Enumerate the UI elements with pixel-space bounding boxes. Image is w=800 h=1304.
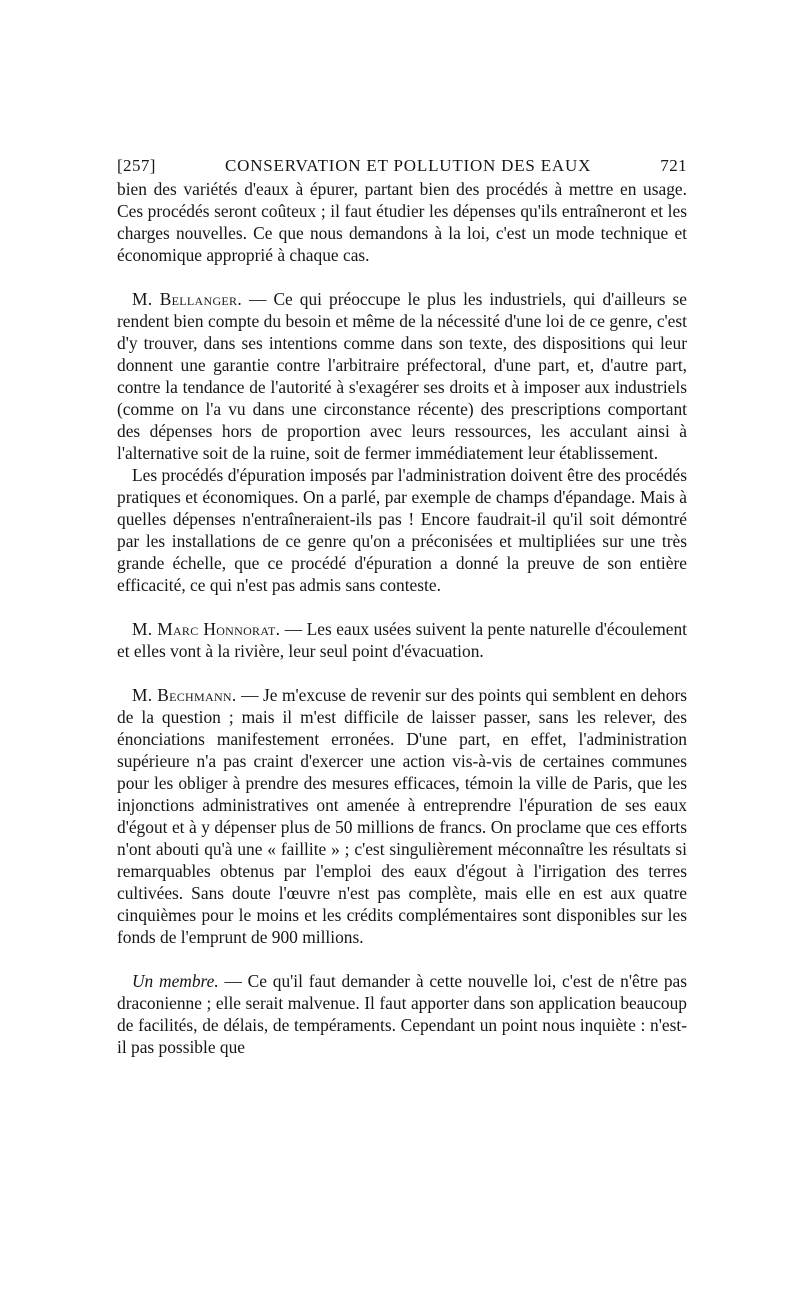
paragraph-text: bien des variétés d'eaux à épurer, partant bien des procédés à mettre en usage. Ces procédés seront coûteux ; il faut étudier les dépenses qu'ils entraîneront et les charges nouvelles. Ce que nous demandons à la loi, c'est un mode technique et économique approprié à chaque cas.	[117, 179, 687, 265]
paragraph-text: Les procédés d'épuration imposés par l'administration doivent être des procédés pratiques et économiques. On a parlé, par exemple de champs d'épandage. Mais à quelles dépenses n'entraîneraient-ils pas ! Encore faudrait-il qu'il soit démontré par les installations de ce genre qu'on a préconisées et multipliées sur une très grande échelle, que ce procédé d'épuration a donné la preuve de son entière efficacité, ce qui n'est pas admis sans conteste.	[117, 465, 687, 595]
page	[117, 150, 687, 1058]
speaker-name: Un membre.	[132, 971, 219, 991]
paragraph-text: — Les eaux usées suivent la pente naturelle d'écoulement et elles vont à la rivière, leur seul point d'évacuation.	[117, 619, 687, 661]
running-title: CONSERVATION ET POLLUTION DES EAUX	[225, 156, 592, 175]
paragraph-text: — Ce qu'il faut demander à cette nouvelle loi, c'est de n'être pas draconienne ; elle serait malvenue. Il faut apporter dans son application beaucoup de facilités, de délais, de tempéraments. Cependant un point nous inquiète : n'est-il pas possible que	[117, 971, 688, 1057]
page-reference: [257]	[117, 156, 156, 175]
paragraph-bellanger	[117, 288, 687, 464]
speaker-name: M. Marc Honnorat.	[132, 619, 281, 639]
paragraph-bechmann	[117, 684, 687, 948]
running-header	[117, 150, 687, 178]
paragraph-bellanger-continued	[117, 464, 687, 596]
paragraph-un-membre	[117, 970, 687, 1058]
speaker-name: M. Bechmann.	[132, 685, 237, 705]
paragraph-honnorat	[117, 618, 687, 662]
page-number: 721	[660, 156, 687, 175]
paragraph-text: — Je m'excuse de revenir sur des points qui semblent en dehors de la question ; mais il m'est difficile de laisser passer, sans les relever, des énonciations manifestement erronées. D'une part, en effet, l'administration supérieure n'a pas craint d'exercer une action vis-à-vis de certaines communes pour les obliger à prendre des mesures efficaces, témoin la ville de Paris, que les injonctions administratives ont amenée à entreprendre l'épuration de ses eaux d'égout et à y dépenser plus de 50 millions de francs. On proclame que ces efforts n'ont abouti qu'à une « faillite » ; c'est singulièrement méconnaître les résultats si remarquables obtenus par l'emploi des eaux d'égout à l'irrigation des terres cultivées. Sans doute l'œuvre n'est pas complète, mais elle en est aux quatre cinquièmes pour le moins et les crédits complémentaires sont disponibles sur les fonds de l'emprunt de 900 millions.	[117, 685, 688, 947]
paragraph-continuation	[117, 178, 687, 266]
paragraph-text: — Ce qui préoccupe le plus les industriels, qui d'ailleurs se rendent bien compte du besoin et même de la nécessité d'une loi de ce genre, c'est d'y trouver, dans ses intentions comme dans son texte, des dispositions qui leur donnent une garantie contre l'arbitraire préfectoral, d'une part, et, d'autre part, contre la tendance de l'autorité à s'exagérer ses droits et à imposer aux industriels (comme on l'a vu dans une circonstance récente) des prescriptions comportant des dépenses hors de proportion avec leurs ressources, les acculant ainsi à l'alternative soit de la ruine, soit de fermer immédiatement leur établissement.	[117, 289, 688, 463]
speaker-name: M. Bellanger.	[132, 289, 243, 309]
